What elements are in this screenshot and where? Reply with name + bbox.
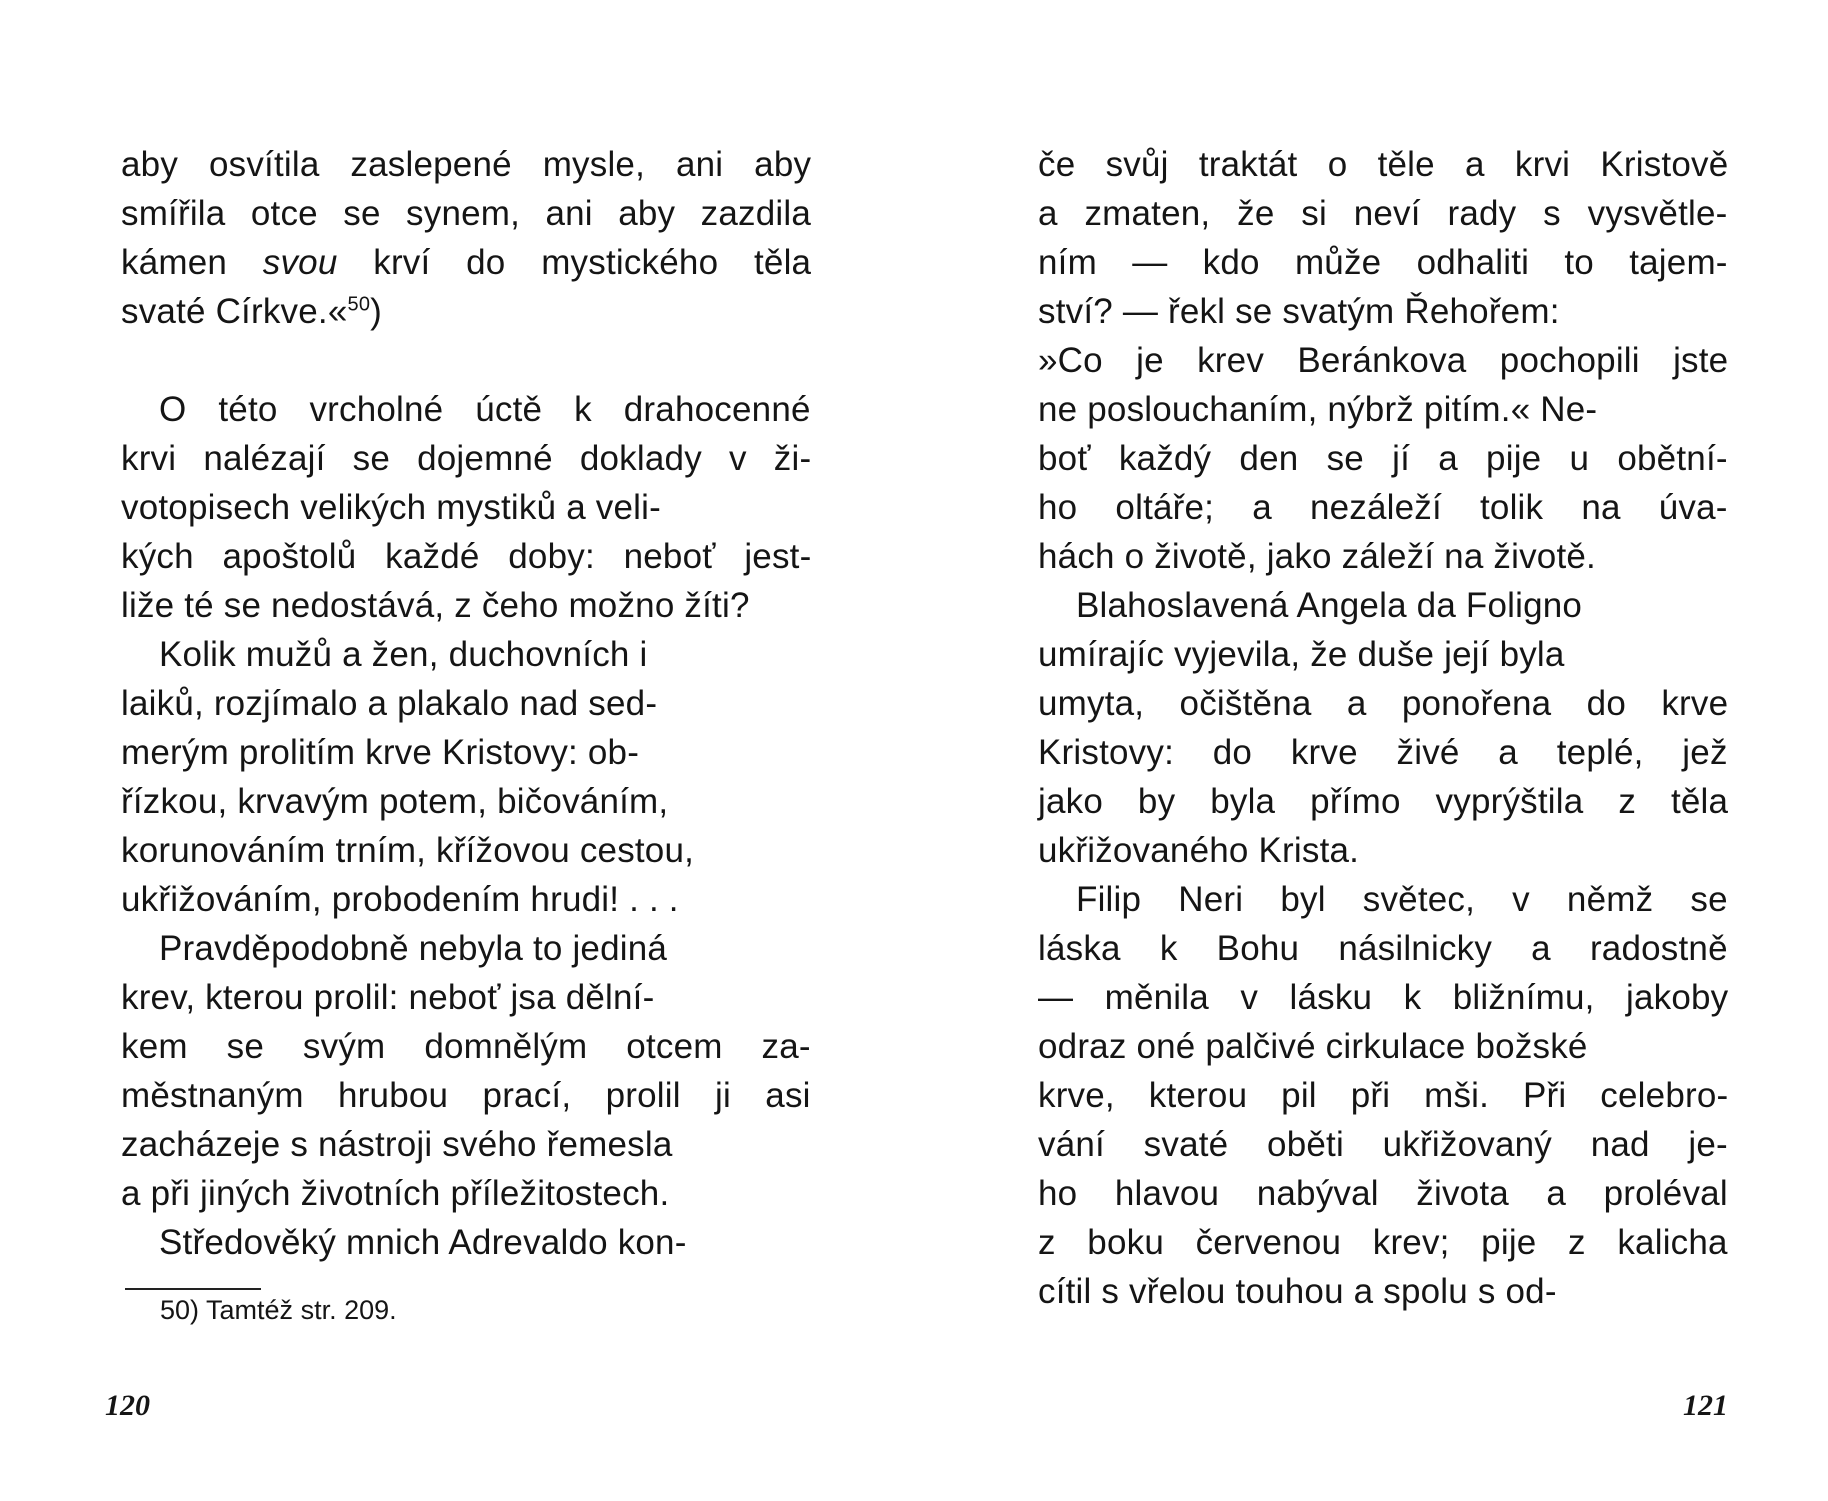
text-line: hách o životě, jako záleží na životě. <box>1038 537 1596 576</box>
text-line: merým prolitím krve Kristovy: ob- <box>121 733 640 772</box>
text-line: Pravděpodobně nebyla to jediná <box>159 929 668 968</box>
text-line: jako by byla přímo vyprýštila z těla <box>1038 782 1729 821</box>
text-line: ne poslouchaním, nýbrž pitím.« Ne- <box>1038 390 1598 429</box>
right-page <box>914 0 1828 1501</box>
text-line: vání svaté oběti ukřižovaný nad je- <box>1038 1125 1728 1164</box>
text-line: ukřižovaného Krista. <box>1038 831 1360 870</box>
text-line: kých apoštolů každé doby: neboť jest- <box>121 537 812 576</box>
text-line: liže té se nedostává, z čeho možno žíti? <box>121 586 750 625</box>
page-number: 121 <box>1683 1389 1728 1422</box>
text-line: krvi nalézají se dojemné doklady v ži- <box>121 439 812 478</box>
text-line: Blahoslavená Angela da Foligno <box>1076 586 1583 625</box>
text-line: ství? — řekl se svatým Řehořem: <box>1038 292 1560 331</box>
text-line: O této vrcholné úctě k drahocenné <box>159 390 811 429</box>
text-line: a při jiných životních příležitostech. <box>121 1174 670 1213</box>
text-line: Kristovy: do krve živé a teplé, jež <box>1038 733 1728 772</box>
text-line: boť každý den se jí a pije u obětní- <box>1038 439 1728 478</box>
left-page-text <box>121 140 811 1267</box>
footnote-reference: 50 <box>347 293 371 316</box>
text-line: řízkou, krvavým potem, bičováním, <box>121 782 669 821</box>
text-line: smířila otce se synem, ani aby zazdila <box>121 194 812 233</box>
text-line: aby osvítila zaslepené mysle, ani aby <box>121 145 812 184</box>
text-line: »Co je krev Beránkova pochopili jste <box>1038 341 1729 380</box>
text-line: svaté Církve.«$^{50}$) <box>121 292 383 331</box>
text-line: votopisech velikých mystiků a veli- <box>121 488 661 527</box>
text-line: ho oltáře; a nezáleží tolik na úva- <box>1038 488 1728 527</box>
right-page-text <box>1038 140 1728 1316</box>
text-line: cítil s vřelou touhou a spolu s od- <box>1038 1272 1557 1311</box>
text-line: ho hlavou nabýval života a proléval <box>1038 1174 1728 1213</box>
text-line: láska k Bohu násilnicky a radostně <box>1038 929 1728 968</box>
text-line: kem se svým domnělým otcem za- <box>121 1027 811 1066</box>
text-line: — měnila v lásku k bližnímu, jakoby <box>1038 978 1729 1017</box>
text-line: krve, kterou pil při mši. Při celebro- <box>1038 1076 1729 1115</box>
page-number: 120 <box>105 1389 150 1422</box>
text-line: odraz oné palčivé cirkulace božské <box>1038 1027 1588 1066</box>
footnote-divider <box>125 1288 261 1290</box>
text-line: če svůj traktát o těle a krvi Kristově <box>1038 145 1729 184</box>
text-line: Kolik mužů a žen, duchovních i <box>159 635 648 674</box>
text-line: Filip Neri byl světec, v němž se <box>1076 880 1728 919</box>
text-line: z boku červenou krev; pije z kalicha <box>1038 1223 1728 1262</box>
text-line: umyta, očištěna a ponořena do krve <box>1038 684 1729 723</box>
text-line: kámen svou krví do mystického těla <box>121 243 812 282</box>
text-line: Středověký mnich Adrevaldo kon- <box>159 1223 687 1262</box>
text-line: městnaným hrubou prací, prolil ji asi <box>121 1076 811 1115</box>
text-line: ukřižováním, probodením hrudi! . . . <box>121 880 679 919</box>
text-line: umírajíc vyjevila, že duše její byla <box>1038 635 1565 674</box>
text-line: krev, kterou prolil: neboť jsa dělní- <box>121 978 655 1017</box>
paragraph-gap <box>121 336 811 385</box>
text-line: a zmaten, že si neví rady s vysvětle- <box>1038 194 1728 233</box>
text-line: zacházeje s nástroji svého řemesla <box>121 1125 673 1164</box>
text-line: korunováním trním, křížovou cestou, <box>121 831 695 870</box>
emphasis: svou <box>262 243 338 282</box>
text-line: laiků, rozjímalo a plakalo nad sed- <box>121 684 658 723</box>
text-line: ním — kdo může odhaliti to tajem- <box>1038 243 1728 282</box>
footnote: 50) Tamtéž str. 209. <box>160 1295 397 1325</box>
